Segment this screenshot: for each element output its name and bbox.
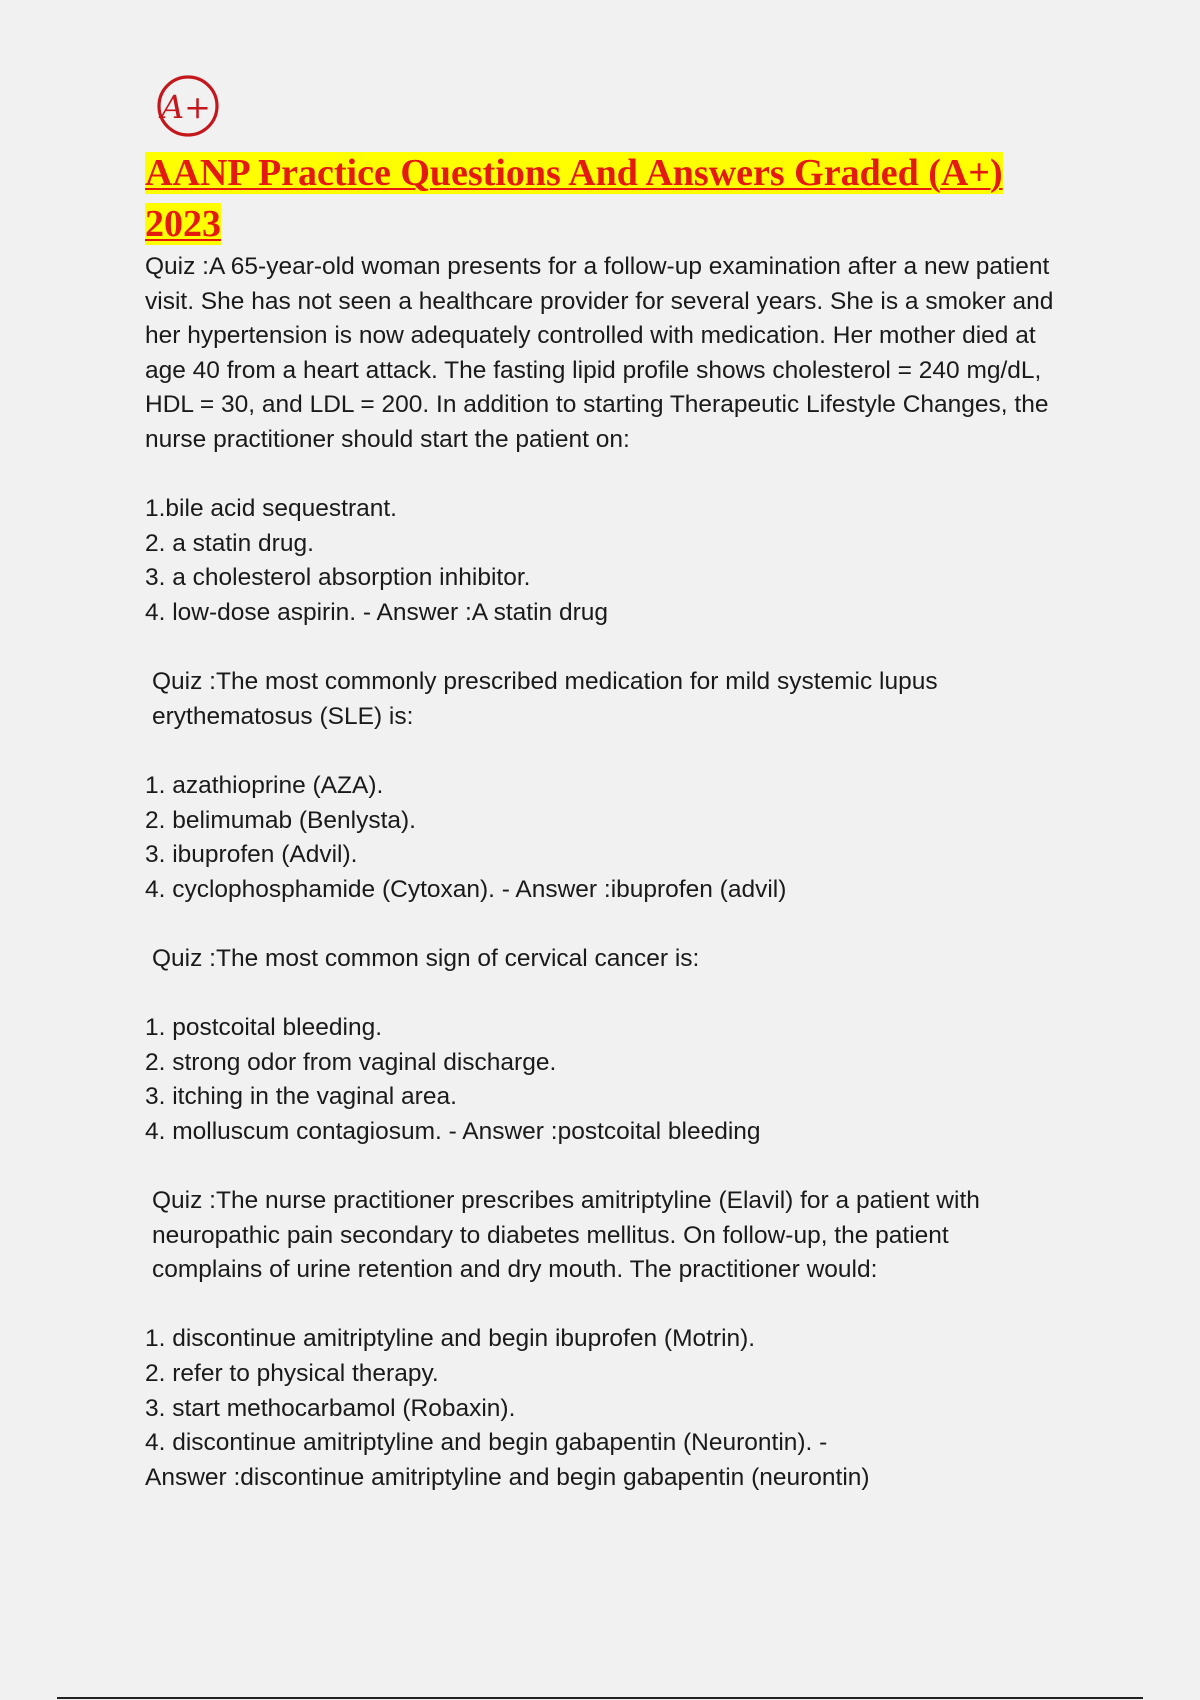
answer-text: Answer :discontinue amitriptyline and begin gabapentin (neurontin) bbox=[145, 1463, 870, 1491]
question-text: Quiz :A 65-year-old woman presents for a follow-up examination after a new patient visit. She has not seen a healthcare provider for several years. She is a smoker and her hypertension is now adequately controlled with medication. Her mother died at age 40 from a heart attack. The fasting lipid profile shows cholesterol = 240 mg/dL, HDL = 30, and LDL = 200. In addition to starting Therapeutic Lifestyle Changes, the nurse practitioner should start the patient on: bbox=[145, 253, 1054, 453]
quiz-block-1 bbox=[145, 250, 1065, 631]
option-item: 2. belimumab (Benlysta). bbox=[145, 806, 416, 834]
option-item: 4. discontinue amitriptyline and begin gabapentin (Neurontin). - bbox=[145, 1429, 828, 1457]
option-item: 2. refer to physical therapy. bbox=[145, 1360, 439, 1387]
title-text: AANP Practice Questions And Answers Graded (A+) 2023 bbox=[145, 152, 1003, 245]
question-text: Quiz :The most commonly prescribed medication for mild systemic lupus erythematosus (SLE) is: bbox=[152, 668, 938, 730]
option-item: 3. start methocarbamol (Robaxin). bbox=[145, 1394, 516, 1422]
quiz-block-4 bbox=[145, 1184, 1065, 1495]
option-item: 1. discontinue amitriptyline and begin ibuprofen (Motrin). bbox=[145, 1325, 756, 1353]
option-item: 2. a statin drug. bbox=[145, 529, 314, 557]
quiz-content bbox=[145, 250, 1065, 1495]
option-item-with-answer: 4. cyclophosphamide (Cytoxan). - Answer :ibuprofen (advil) bbox=[145, 875, 787, 903]
option-item: 3. ibuprofen (Advil). bbox=[145, 841, 358, 869]
grade-badge-icon bbox=[155, 72, 221, 138]
quiz-block-2 bbox=[145, 665, 1065, 907]
question-text: Quiz :The nurse practitioner prescribes amitriptyline (Elavil) for a patient with neuropathic pain secondary to diabetes mellitus. On follow-up, the patient complains of urine retention and dry mouth. The practitioner would: bbox=[152, 1187, 980, 1284]
option-item: 1. azathioprine (AZA). bbox=[145, 771, 384, 799]
option-item-with-answer: 4. low-dose aspirin. - Answer :A statin drug bbox=[145, 598, 608, 626]
question-text: Quiz :The most common sign of cervical cancer is: bbox=[152, 944, 700, 972]
option-item: 3. a cholesterol absorption inhibitor. bbox=[145, 564, 531, 592]
option-item: 1. postcoital bleeding. bbox=[145, 1014, 382, 1042]
option-item: 2. strong odor from vaginal discharge. bbox=[145, 1048, 557, 1076]
document-title bbox=[145, 148, 1025, 250]
badge-text: A+ bbox=[161, 88, 211, 126]
option-item: 3. itching in the vaginal area. bbox=[145, 1083, 457, 1111]
option-item: 1.bile acid sequestrant. bbox=[145, 495, 397, 523]
quiz-block-3 bbox=[145, 942, 1065, 1150]
option-item-with-answer: 4. molluscum contagiosum. - Answer :postcoital bleeding bbox=[145, 1117, 761, 1145]
page-bottom-rule bbox=[57, 1697, 1143, 1699]
